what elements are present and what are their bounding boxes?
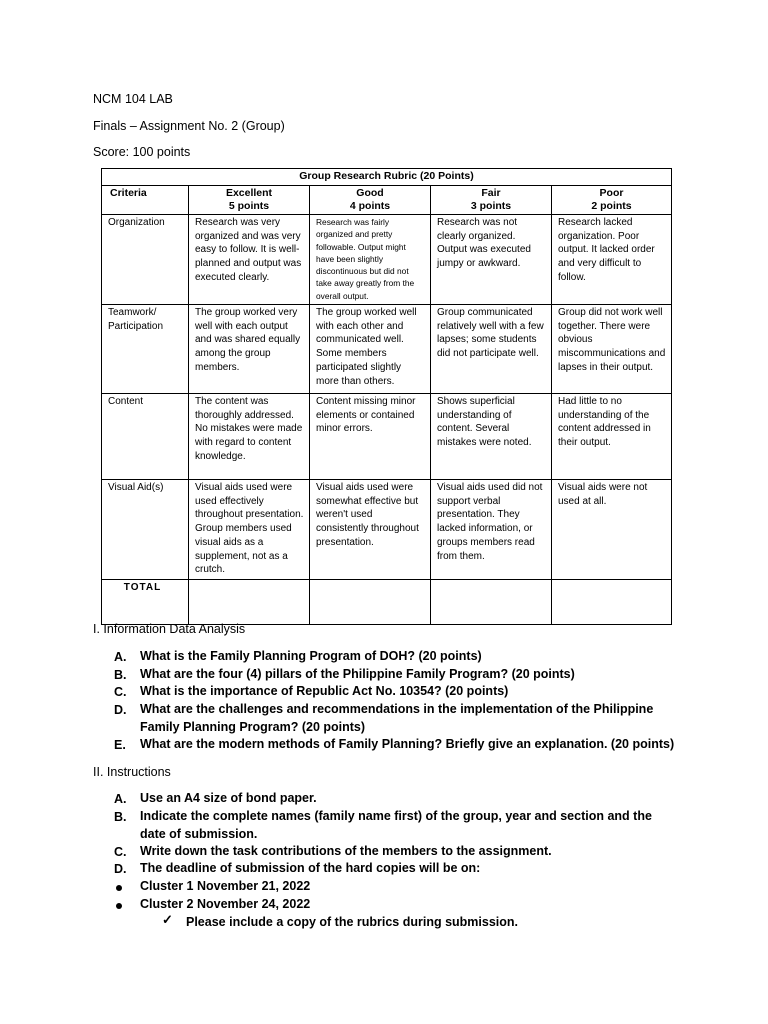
criteria-cell: Content (102, 394, 189, 480)
rubric-header-fair: Fair 3 points (431, 186, 552, 215)
rubric-row-content (102, 394, 672, 480)
assignment-title: Finals – Assignment No. 2 (Group) (93, 119, 285, 133)
rubric-header-excellent: Excellent 5 points (189, 186, 310, 215)
list-marker: C. (114, 845, 127, 859)
list-item: Write down the task contributions of the members to the assignment. (140, 844, 552, 858)
rubric-title: Group Research Rubric (20 Points) (102, 169, 672, 186)
list-item: What are the four (4) pillars of the Philippine Family Program? (20 points) (140, 667, 575, 681)
poor-cell: Visual aids were not used at all. (552, 480, 672, 580)
rubric-row-teamwork (102, 305, 672, 394)
good-cell: Research was fairly organized and pretty followable. Output might have been slightly discontinuous but did not take away greatly from the overall output. (310, 215, 431, 305)
checkmark-icon: ✓ (162, 912, 173, 927)
rubric-row-total (102, 580, 672, 625)
section-1-heading: I. Information Data Analysis (93, 622, 246, 636)
course-title: NCM 104 LAB (93, 92, 173, 106)
total-cell-good (310, 580, 431, 625)
fair-cell: Shows superficial understanding of content. Several mistakes were noted. (431, 394, 552, 480)
score-line: Score: 100 points (93, 145, 191, 159)
bullet-icon (116, 885, 122, 891)
list-marker: B. (114, 810, 127, 824)
total-cell-excellent (189, 580, 310, 625)
list-marker: E. (114, 738, 126, 752)
poor-cell: Group did not work well together. There were obvious miscommunications and lapses in their output. (552, 305, 672, 394)
good-cell: The group worked well with each other and communicated well. Some members participated slightly more than others. (310, 305, 431, 394)
total-cell-poor (552, 580, 672, 625)
section-2-heading: II. Instructions (93, 765, 171, 779)
poor-cell: Had little to no understanding of the content addressed in their output. (552, 394, 672, 480)
bullet-item: Cluster 2 November 24, 2022 (140, 897, 311, 911)
excellent-cell: The content was thoroughly addressed. No mistakes were made with regard to content knowledge. (189, 394, 310, 480)
list-item: Use an A4 size of bond paper. (140, 791, 317, 805)
list-marker: D. (114, 862, 127, 876)
list-item: What are the modern methods of Family Planning? Briefly give an explanation. (20 points) (140, 737, 675, 751)
criteria-cell: Organization (102, 215, 189, 305)
good-cell: Visual aids used were somewhat effective but weren't used consistently throughout presentation. (310, 480, 431, 580)
excellent-cell: Research was very organized and was very easy to follow. It is well-planned and output was executed clearly. (189, 215, 310, 305)
criteria-cell: Visual Aid(s) (102, 480, 189, 580)
list-item: What are the challenges and recommendations in the implementation of the Philippine Family Planning Program? (20 points) (140, 702, 654, 734)
list-item: The deadline of submission of the hard copies will be on: (140, 861, 481, 875)
total-cell-fair (431, 580, 552, 625)
bullet-icon (116, 903, 122, 909)
list-item: What is the Family Planning Program of DOH? (20 points) (140, 649, 482, 663)
excellent-cell: The group worked very well with each output and was shared equally among the group members. (189, 305, 310, 394)
rubric-header-criteria: Criteria (102, 186, 189, 215)
poor-cell: Research lacked organization. Poor output. It lacked order and very difficult to follow. (552, 215, 672, 305)
list-marker: A. (114, 650, 127, 664)
list-marker: D. (114, 703, 127, 717)
list-marker: C. (114, 685, 127, 699)
rubric-row-visual-aids (102, 480, 672, 580)
bullet-item: Cluster 1 November 21, 2022 (140, 879, 311, 893)
list-marker: A. (114, 792, 127, 806)
list-marker: B. (114, 668, 127, 682)
fair-cell: Visual aids used did not support verbal presentation. They lacked information, or groups members read from them. (431, 480, 552, 580)
fair-cell: Research was not clearly organized. Output was executed jumpy or awkward. (431, 215, 552, 305)
note-item: Please include a copy of the rubrics during submission. (186, 915, 519, 929)
rubric-row-organization (102, 215, 672, 305)
total-label: TOTAL (102, 580, 189, 625)
list-item: What is the importance of Republic Act No. 10354? (20 points) (140, 684, 509, 698)
rubric-table (101, 168, 672, 625)
criteria-cell: Teamwork/ Participation (102, 305, 189, 394)
rubric-header-poor: Poor 2 points (552, 186, 672, 215)
list-item: Indicate the complete names (family name first) of the group, year and section and the date of submission. (140, 809, 652, 841)
excellent-cell: Visual aids used were used effectively throughout presentation. Group members used visual aids as a supplement, not as a crutch. (189, 480, 310, 580)
fair-cell: Group communicated relatively well with a few lapses; some students did not participate well. (431, 305, 552, 394)
rubric-header-good: Good 4 points (310, 186, 431, 215)
good-cell: Content missing minor elements or contained minor errors. (310, 394, 431, 480)
